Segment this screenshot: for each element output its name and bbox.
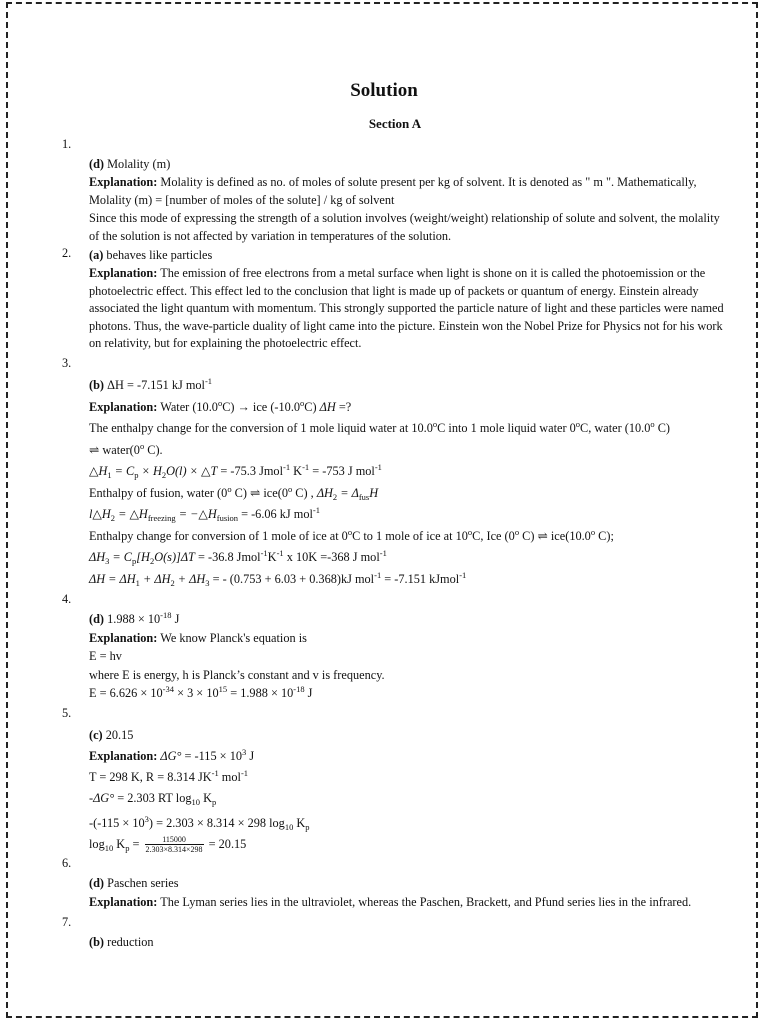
- answer-text: 20.15: [102, 727, 134, 742]
- math-expression: + ΔH: [174, 571, 206, 586]
- text: K: [293, 815, 306, 830]
- subscript: 2: [161, 470, 167, 481]
- explanation-extra: Since this mode of expressing the strength of a solution involves (weight/weight) relationship of solute and solvent, the molality of the solution is not affected by variation in temperatures of the solution.: [89, 211, 720, 243]
- math-expression: O(s)]ΔT: [154, 550, 195, 565]
- equation-line: [89, 546, 730, 568]
- explanation-label: Explanation:: [89, 266, 158, 281]
- subscript: p: [305, 821, 310, 832]
- answer-line: [89, 724, 730, 745]
- math-expression: ΔH: [319, 399, 336, 414]
- question-number: 5.: [62, 705, 72, 720]
- answer-option: (a): [89, 248, 104, 263]
- answer-option: (b): [89, 934, 105, 949]
- text: mol: [218, 769, 241, 784]
- degree-sign: o: [217, 397, 223, 408]
- subscript: p: [132, 556, 137, 567]
- text: K: [290, 464, 303, 479]
- degree-sign: o: [227, 483, 232, 494]
- degree-sign: o: [590, 526, 596, 537]
- degree-sign: o: [575, 419, 581, 430]
- degree-sign: o: [347, 526, 353, 537]
- subscript: 2: [170, 577, 175, 588]
- question-number: 7.: [62, 914, 72, 929]
- text: = -6.06 kJ mol: [238, 507, 313, 522]
- question-number: 2.: [62, 246, 72, 261]
- equation-line: [89, 787, 730, 808]
- exponent: 3: [144, 813, 149, 824]
- answer-line: [89, 874, 730, 892]
- subscript: 3: [205, 577, 210, 588]
- explanation-label: Explanation:: [89, 748, 158, 763]
- math-expression: [H: [136, 550, 150, 565]
- fraction: [145, 835, 204, 854]
- text: = 20.15: [205, 836, 247, 851]
- question-2: [0, 245, 768, 352]
- text: C) ⇌ ice(10.0: [519, 528, 591, 543]
- answer-option: (c): [89, 727, 103, 742]
- text: C) ,: [292, 485, 317, 500]
- explanation-text: We know Planck's equation is: [157, 630, 307, 645]
- text: log: [89, 836, 105, 851]
- text: C into 1 mole liquid water 0: [437, 421, 576, 436]
- math-expression: -ΔG°: [89, 790, 115, 805]
- text: K: [113, 836, 126, 851]
- math-expression: ΔH: [89, 550, 106, 565]
- text: = 2.303 RT log: [114, 790, 192, 805]
- text: C, water (10.0: [580, 421, 651, 436]
- subscript: 10: [191, 796, 200, 807]
- text: The enthalpy change for the conversion of 1 mole liquid water at 10.0: [89, 421, 433, 436]
- degree-sign: o: [287, 483, 293, 494]
- explanation-text: C) → ice (-10.0: [222, 399, 301, 414]
- answer-option: (d): [89, 612, 105, 627]
- question-1: [0, 136, 768, 245]
- subscript: p: [125, 842, 130, 853]
- math-expression: ΔH: [316, 485, 333, 500]
- text: = - (0.753 + 6.03 + 0.368)kJ mol: [209, 571, 375, 586]
- exponent: -1: [211, 767, 219, 778]
- degree-sign: o: [139, 440, 145, 451]
- fraction-numerator: 115000: [145, 835, 204, 845]
- subscript: 2: [110, 513, 116, 524]
- answer-text: behaves like particles: [103, 248, 213, 263]
- text: -(-115 × 10: [89, 815, 145, 830]
- exponent: -1: [312, 505, 321, 516]
- explanation: [89, 396, 730, 418]
- subscript: 1: [135, 577, 140, 588]
- subscript: 2: [149, 556, 155, 567]
- explanation-text: =?: [335, 399, 352, 414]
- text: C);: [595, 528, 614, 543]
- text: C) ⇌ ice(0: [231, 485, 288, 500]
- text: J: [304, 686, 313, 701]
- math-expression: + ΔH: [139, 571, 171, 586]
- answer-text: 1.988 × 10: [104, 612, 161, 627]
- text: = -7.151 kJmol: [381, 571, 460, 586]
- equation-line: [89, 568, 730, 590]
- exponent: -1: [459, 569, 467, 580]
- page-title: Solution: [350, 80, 418, 101]
- text: =: [129, 836, 143, 851]
- explanation-text: Water (10.0: [157, 399, 218, 414]
- explanation: [89, 173, 730, 209]
- text: C).: [144, 442, 163, 457]
- exponent: -1: [260, 548, 268, 559]
- subscript: 10: [284, 821, 294, 832]
- math-expression: = C: [111, 464, 135, 479]
- text: K: [267, 550, 277, 565]
- section-heading: Section A: [368, 116, 422, 131]
- explanation-text: The emission of free electrons from a metal surface when light is shone on it is called the photoemission or the photoelectric effect. This effect led to the conclusion that light is made up of packets or quantum of energy. Einstein already associated the light quantum with momentum. This strongly supported the particle nature of light and these particles were named photons. Thus, the wave-particle duality of light came into the picture. Einstein won the Nobel Prize for Physics not for his work on relativity, but for explaining the photoelectric effect.: [89, 266, 724, 351]
- math-expression: O(l) × △T: [166, 464, 218, 479]
- explanation: [89, 629, 730, 647]
- question-7: [0, 914, 768, 951]
- text-line: [89, 766, 730, 787]
- text-line: where E is energy, h is Planck’s constant and v is frequency.: [89, 667, 385, 682]
- text-line: [89, 439, 730, 461]
- text: C, Ice (0: [472, 528, 515, 543]
- answer-exponent: -1: [204, 376, 213, 387]
- degree-sign: o: [467, 526, 473, 537]
- text-line: [89, 482, 730, 504]
- fraction-denominator: 2.303×8.314×298: [145, 845, 203, 855]
- answer-line: [89, 610, 730, 628]
- explanation-text: = -115 × 10: [181, 748, 242, 763]
- math-expression: = Δ: [337, 485, 359, 500]
- text-line: [89, 417, 730, 439]
- text: = 1.988 × 10: [227, 686, 294, 701]
- degree-sign: o: [432, 419, 438, 430]
- exponent: -1: [379, 548, 387, 559]
- exponent: -1: [240, 767, 249, 778]
- math-expression: × H: [138, 464, 162, 479]
- text: K: [200, 790, 212, 805]
- explanation-label: Explanation:: [89, 175, 158, 190]
- subscript: fusion: [216, 513, 238, 524]
- explanation-label: Explanation:: [89, 630, 158, 645]
- explanation-text: Molality is defined as no. of moles of solute present per kg of solvent. It is denoted as " m ". Mathematically, Molality (m) = [number of moles of the solute] / kg of solvent: [89, 175, 697, 207]
- text: C to 1 mole of ice at 10: [352, 528, 468, 543]
- subscript: p: [134, 470, 139, 481]
- exponent: -1: [276, 548, 284, 559]
- math-expression: l△H: [89, 507, 111, 522]
- answer-option: (d): [89, 876, 105, 891]
- text-line: [89, 525, 730, 547]
- degree-sign: o: [514, 526, 520, 537]
- question-5: [0, 705, 768, 855]
- math-expression: ΔG°: [157, 748, 182, 763]
- answer-line: [89, 246, 730, 264]
- answer-text: ΔH = -7.151 kJ mol: [104, 378, 205, 393]
- exponent: -18: [160, 610, 172, 621]
- text: ⇌ water(0: [89, 442, 140, 457]
- explanation: [89, 264, 730, 352]
- subscript: fus: [358, 491, 370, 502]
- explanation-text: C): [304, 399, 320, 414]
- equation-line: [89, 812, 730, 833]
- text: C): [654, 421, 671, 436]
- text: ) = 2.303 × 8.314 × 298 log: [148, 815, 285, 830]
- answer-text: J: [171, 612, 180, 627]
- exponent: -1: [302, 462, 310, 473]
- exponent: 15: [218, 684, 228, 695]
- subscript: 10: [104, 842, 114, 853]
- exponent: -1: [374, 462, 382, 473]
- answer-option: (d): [89, 157, 105, 171]
- text: × 3 × 10: [174, 686, 219, 701]
- explanation-text: J: [246, 748, 255, 763]
- subscript: 3: [105, 556, 110, 567]
- text: = -753 J mol: [309, 464, 375, 479]
- answer-line: [89, 933, 730, 951]
- text: = -36.8 Jmol: [194, 550, 261, 565]
- math-expression: = C: [109, 550, 133, 565]
- equation-line: [89, 684, 730, 702]
- equation-line: [89, 833, 730, 855]
- text: T = 298 K, R = 8.314 JK: [89, 769, 212, 784]
- text: = -75.3 Jmol: [217, 464, 283, 479]
- question-number: 6.: [62, 856, 72, 871]
- text: Enthalpy change for conversion of 1 mole of ice at 0: [89, 528, 348, 543]
- answer-text: Molality (m): [104, 157, 171, 171]
- explanation-label: Explanation:: [89, 399, 158, 414]
- subscript: freezing: [147, 513, 176, 524]
- question-number: 3.: [62, 356, 72, 371]
- exponent: 3: [242, 746, 247, 757]
- question-3: [0, 355, 768, 589]
- degree-sign: o: [300, 397, 305, 408]
- question-6: [0, 855, 768, 911]
- explanation-text: The Lyman series lies in the ultraviolet, whereas the Paschen, Brackett, and Pfund series lies in the infrared.: [157, 894, 692, 909]
- math-expression: H: [369, 485, 379, 500]
- math-expression: ΔH = ΔH: [89, 571, 136, 586]
- explanation: [89, 745, 730, 766]
- text: Enthalpy of fusion, water (0: [89, 485, 228, 500]
- exponent: -34: [162, 684, 174, 695]
- equation-line: [89, 460, 730, 482]
- answer-list: [0, 136, 768, 951]
- answer-option: (b): [89, 378, 105, 393]
- exponent: -1: [374, 569, 382, 580]
- math-expression: = △H: [115, 507, 148, 522]
- text: E = 6.626 × 10: [89, 686, 163, 701]
- equation-line: [89, 503, 730, 525]
- exponent: -1: [283, 462, 291, 473]
- question-number: 4.: [62, 592, 72, 607]
- explanation-label: Explanation:: [89, 894, 158, 909]
- explanation: [89, 893, 730, 911]
- question-number: 1.: [62, 137, 72, 151]
- subscript: 2: [332, 491, 338, 502]
- text: x 10K =-368 J mol: [283, 550, 380, 565]
- math-expression: △H: [89, 464, 108, 479]
- answer-text: reduction: [104, 934, 154, 949]
- subscript: p: [211, 796, 217, 807]
- answer-line: [89, 374, 730, 396]
- subscript: 1: [107, 470, 112, 481]
- answer-text: Paschen series: [104, 876, 179, 891]
- equation-line: E = hv: [89, 649, 122, 664]
- degree-sign: o: [650, 419, 655, 430]
- exponent: -18: [293, 684, 305, 695]
- answer-line: [89, 155, 730, 173]
- question-4: [0, 591, 768, 702]
- math-expression: = −△H: [175, 507, 217, 522]
